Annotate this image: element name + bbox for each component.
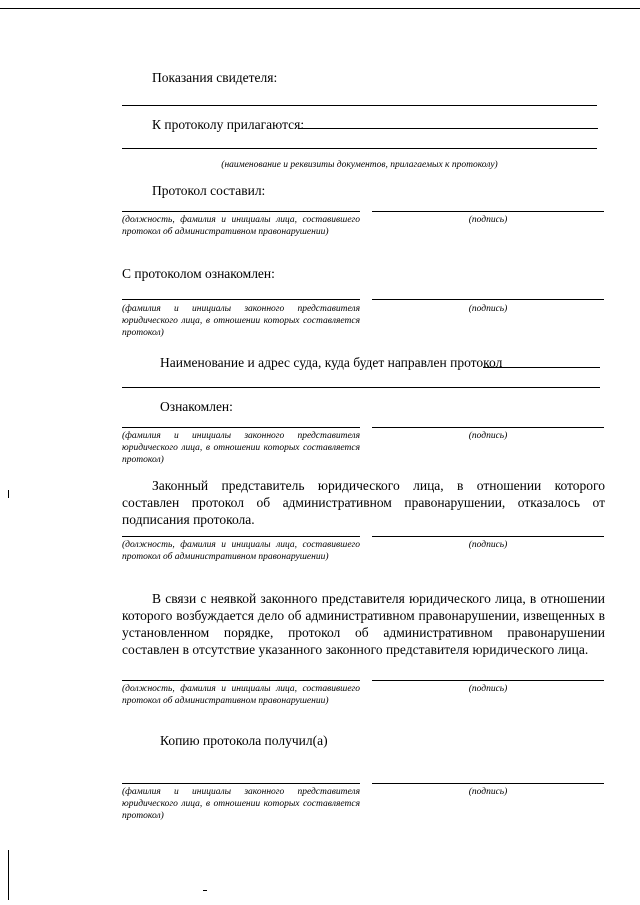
attachments-line-2 <box>122 148 597 149</box>
signature-caption: (подпись) <box>468 684 508 694</box>
drafted-by-line <box>122 211 360 212</box>
acquainted-2-name-line <box>122 427 360 428</box>
attachments-line <box>298 128 598 129</box>
representative-caption: (фамилия и инициалы законного представителя юридического лица, в отношении которых составляется протокол) <box>122 304 360 338</box>
scan-bottom-mark <box>203 890 207 891</box>
copy-received-signature-line <box>372 783 604 784</box>
signature-caption: (подпись) <box>468 215 508 225</box>
refusal-paragraph: Законный представитель юридического лица, в отношении которого составлен протокол об административном правонарушении, отказалось от подписания протокола. <box>122 478 605 527</box>
official-caption: (должность, фамилия и инициалы лица, составившего протокол об административном правонарушении) <box>122 684 360 706</box>
signature-caption: (подпись) <box>468 431 508 441</box>
acquainted-name-line <box>122 299 360 300</box>
drafted-by-label: Протокол составил: <box>152 183 266 198</box>
official-3-name-line <box>122 680 360 681</box>
official-2-signature-line <box>372 536 604 537</box>
court-line <box>483 367 600 368</box>
acquainted-with-protocol-label: С протоколом ознакомлен: <box>122 266 275 281</box>
official-caption: (должность, фамилия и инициалы лица, составившего протокол об административном правонарушении) <box>122 215 360 237</box>
attachments-label: К протоколу прилагаются: <box>152 117 305 132</box>
representative-caption: (фамилия и инициалы законного представителя юридического лица, в отношении которых составляется протокол) <box>122 431 360 465</box>
signature-caption: (подпись) <box>468 787 508 797</box>
court-label: Наименование и адрес суда, куда будет направлен протокол <box>160 355 503 370</box>
court-line-2 <box>122 387 600 388</box>
official-3-signature-line <box>372 680 604 681</box>
absence-paragraph: В связи с неявкой законного представителя юридического лица, в отношении которого возбуждается дело об административном правонарушении, извещенных в установленном порядке, протокол об административном правонарушении составлен в отсутствие указанного законного представителя юридического лица. <box>122 591 605 657</box>
scan-top-border <box>0 8 640 9</box>
acquainted-signature-line <box>372 299 604 300</box>
official-2-name-line <box>122 536 360 537</box>
witness-testimony-line <box>122 105 597 106</box>
official-caption: (должность, фамилия и инициалы лица, составившего протокол об административном правонарушении) <box>122 540 360 562</box>
scan-left-mark <box>8 850 9 900</box>
attachments-caption: (наименование и реквизиты документов, прилагаемых к протоколу) <box>221 160 498 170</box>
copy-received-name-line <box>122 783 360 784</box>
scan-left-mark <box>8 490 9 498</box>
acquainted-2-signature-line <box>372 427 604 428</box>
acquainted-label: Ознакомлен: <box>160 399 233 414</box>
representative-caption: (фамилия и инициалы законного представителя юридического лица, в отношении которых составляется протокол) <box>122 787 360 821</box>
signature-caption: (подпись) <box>468 540 508 550</box>
copy-received-label: Копию протокола получил(а) <box>160 733 328 748</box>
witness-testimony-label: Показания свидетеля: <box>152 70 278 85</box>
signature-caption: (подпись) <box>468 304 508 314</box>
drafted-by-signature-line <box>372 211 604 212</box>
